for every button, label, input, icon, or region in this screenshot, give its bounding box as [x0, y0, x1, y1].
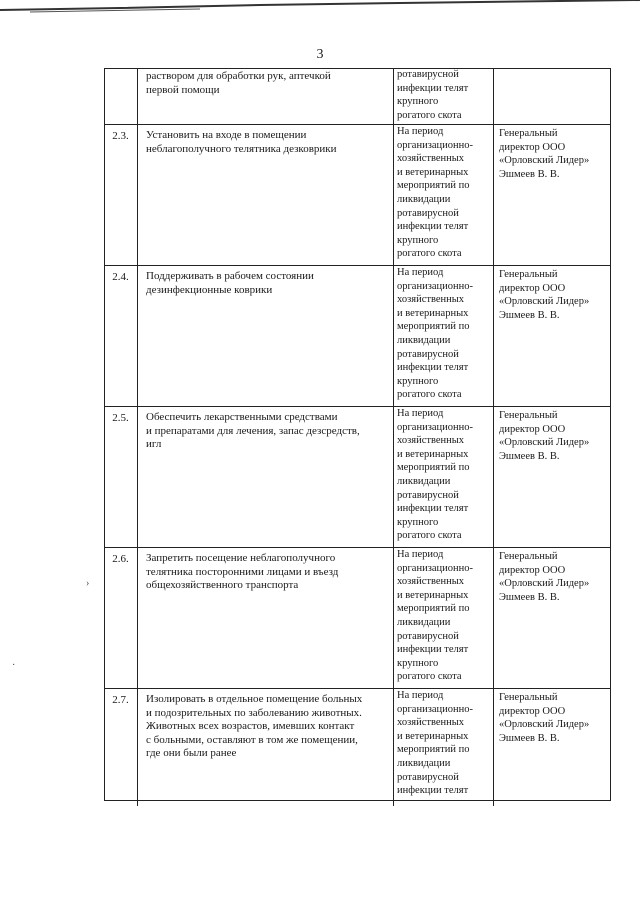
- period-line: организационно-: [397, 421, 473, 433]
- period-line: организационно-: [397, 562, 473, 574]
- responsible-line: Генеральный: [499, 269, 558, 280]
- period-line: и ветеринарных: [397, 307, 469, 319]
- period-line: и ветеринарных: [397, 448, 469, 460]
- responsible-cell: [494, 548, 611, 688]
- task-line: дезинфекционные коврики: [146, 283, 273, 296]
- responsible-line: Генеральный: [499, 410, 558, 421]
- period-cell: [394, 125, 494, 265]
- task-cell: [138, 407, 394, 547]
- table-row: [104, 266, 611, 407]
- period-line: и ветеринарных: [397, 730, 469, 742]
- task-cell: [138, 266, 394, 406]
- task-line: Установить на входе в помещении: [146, 129, 307, 141]
- responsible-cell: [494, 266, 611, 406]
- period-cell: [394, 266, 494, 406]
- period-line: и ветеринарных: [397, 589, 469, 601]
- period-line: организационно-: [397, 280, 473, 292]
- task-line: с больными, оставляют в том же помещении,: [146, 733, 358, 746]
- row-number-cell: 2.7.: [104, 689, 138, 806]
- period-line: мероприятий по: [397, 744, 470, 756]
- period-line: крупного: [397, 657, 439, 669]
- task-line: и препаратами для лечения, запас дезсредств,: [146, 424, 360, 437]
- period-line: ликвидации: [397, 475, 451, 487]
- margin-dot: ·: [12, 660, 16, 671]
- responsible-cell: [494, 689, 611, 806]
- responsible-line: Эшмеев В. В.: [499, 591, 560, 603]
- period-line: ликвидации: [397, 334, 451, 346]
- responsible-cell: [494, 125, 611, 265]
- row-number-cell: 2.4.: [104, 266, 138, 406]
- period-line: хозяйственных: [397, 576, 465, 588]
- responsible-line: «Орловский Лидер»: [499, 296, 590, 308]
- period-line: крупного: [397, 96, 439, 108]
- task-line: Поддерживать в рабочем состоянии: [146, 270, 314, 282]
- task-line: общехозяйственного транспорта: [146, 579, 299, 591]
- period-cell: [394, 407, 494, 547]
- period-line: мероприятий по: [397, 321, 470, 333]
- task-line: телятника посторонними лицами и въезд: [146, 565, 339, 578]
- task-line: Обеспечить лекарственными средствами: [146, 411, 338, 423]
- period-line: инфекции телят: [397, 221, 469, 233]
- task-cell: [138, 125, 394, 265]
- period-line: На период: [397, 126, 444, 137]
- responsible-line: Генеральный: [499, 128, 558, 139]
- period-line: организационно-: [397, 139, 473, 151]
- period-line: рогатого скота: [397, 109, 462, 121]
- period-line: рогатого скота: [397, 389, 462, 401]
- period-line: инфекции телят: [397, 785, 469, 797]
- row-number-cell: [104, 68, 138, 124]
- task-line: Запретить посещение неблагополучного: [146, 552, 336, 564]
- period-line: ротавирусной: [397, 771, 459, 783]
- period-line: На период: [397, 267, 444, 278]
- row-number-cell: 2.6.: [104, 548, 138, 688]
- period-line: мероприятий по: [397, 180, 470, 192]
- table-row: [104, 689, 611, 806]
- responsible-line: директор ООО: [499, 705, 566, 717]
- task-line: и подозрительных по заболеванию животных.: [146, 706, 362, 719]
- responsible-line: директор ООО: [499, 564, 566, 576]
- period-line: хозяйственных: [397, 153, 465, 165]
- page-number: 3: [316, 47, 324, 62]
- period-line: инфекции телят: [397, 82, 469, 94]
- responsible-line: директор ООО: [499, 282, 566, 294]
- responsible-line: Генеральный: [499, 551, 558, 562]
- responsible-line: Эшмеев В. В.: [499, 450, 560, 462]
- responsible-line: «Орловский Лидер»: [499, 578, 590, 590]
- responsible-line: директор ООО: [499, 141, 566, 153]
- period-line: На период: [397, 408, 444, 419]
- responsible-cell: [494, 407, 611, 547]
- period-line: рогатого скота: [397, 248, 462, 260]
- period-line: На период: [397, 549, 444, 560]
- scan-edge-mark: [0, 0, 640, 14]
- period-line: крупного: [397, 375, 439, 387]
- period-line: и ветеринарных: [397, 166, 469, 178]
- task-line: игл: [146, 438, 162, 450]
- period-line: хозяйственных: [397, 717, 465, 729]
- task-cell: [138, 68, 394, 124]
- task-line: раствором для обработки рук, аптечкой: [146, 70, 331, 82]
- period-cell: [394, 548, 494, 688]
- task-cell: [138, 689, 394, 806]
- responsible-line: «Орловский Лидер»: [499, 155, 590, 167]
- responsible-line: Эшмеев В. В.: [499, 309, 560, 321]
- period-line: рогатого скота: [397, 671, 462, 683]
- period-line: инфекции телят: [397, 503, 469, 515]
- table-row: [104, 548, 611, 689]
- period-cell: [394, 689, 494, 806]
- task-line: неблагополучного телятника дезковрики: [146, 142, 337, 155]
- table-row: [104, 125, 611, 266]
- responsible-line: Эшмеев В. В.: [499, 732, 560, 744]
- row-number-cell: 2.5.: [104, 407, 138, 547]
- period-line: крупного: [397, 234, 439, 246]
- period-line: ротавирусной: [397, 69, 459, 80]
- task-cell: [138, 548, 394, 688]
- period-line: мероприятий по: [397, 603, 470, 615]
- period-line: ликвидации: [397, 757, 451, 769]
- period-line: ротавирусной: [397, 630, 459, 642]
- period-line: инфекции телят: [397, 362, 469, 374]
- period-line: крупного: [397, 516, 439, 528]
- responsible-line: «Орловский Лидер»: [499, 719, 590, 731]
- measures-table: [104, 68, 611, 806]
- period-line: ликвидации: [397, 616, 451, 628]
- period-line: ликвидации: [397, 193, 451, 205]
- task-line: Животных всех возрастов, имевших контакт: [146, 720, 355, 732]
- period-cell: [394, 68, 494, 124]
- task-line: где они были ранее: [146, 747, 237, 759]
- responsible-line: директор ООО: [499, 423, 566, 435]
- responsible-line: Генеральный: [499, 692, 558, 703]
- period-line: На период: [397, 690, 444, 701]
- responsible-line: Эшмеев В. В.: [499, 168, 560, 180]
- row-number-cell: 2.3.: [104, 125, 138, 265]
- responsible-line: «Орловский Лидер»: [499, 437, 590, 449]
- margin-mark: ›: [86, 578, 90, 589]
- period-line: инфекции телят: [397, 644, 469, 656]
- responsible-cell: [494, 68, 611, 124]
- period-line: ротавирусной: [397, 489, 459, 501]
- period-line: хозяйственных: [397, 435, 465, 447]
- period-line: организационно-: [397, 703, 473, 715]
- period-line: ротавирусной: [397, 207, 459, 219]
- task-line: Изолировать в отдельное помещение больных: [146, 693, 363, 705]
- period-line: рогатого скота: [397, 530, 462, 542]
- table-row: [104, 407, 611, 548]
- period-line: хозяйственных: [397, 294, 465, 306]
- task-line: первой помощи: [146, 83, 220, 96]
- table-row: [104, 68, 611, 125]
- period-line: ротавирусной: [397, 348, 459, 360]
- period-line: мероприятий по: [397, 462, 470, 474]
